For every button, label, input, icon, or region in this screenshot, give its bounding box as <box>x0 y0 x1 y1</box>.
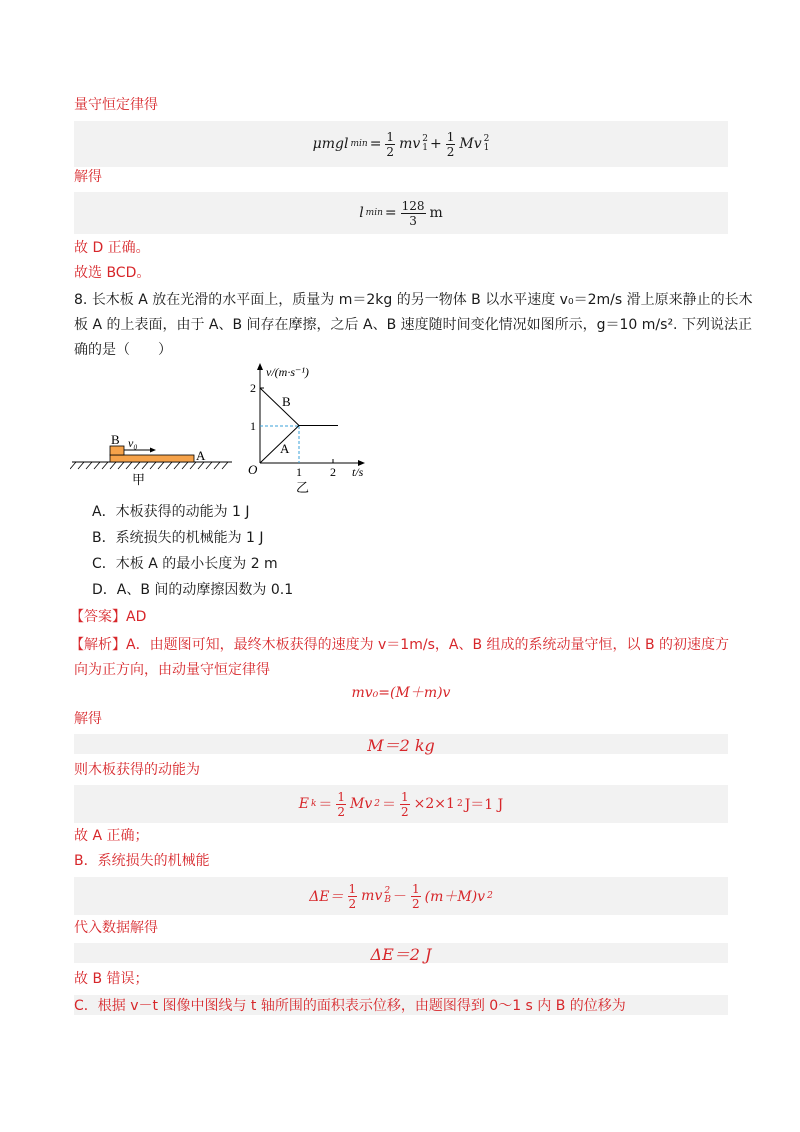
caption-jia: 甲 <box>132 472 146 487</box>
equation-band-energy-value <box>74 943 728 963</box>
answer-line <box>70 607 146 627</box>
caption-yi: 乙 <box>296 480 310 494</box>
board-a <box>110 455 194 462</box>
equation-ke: E k ＝ $\frac{1}{2}$ Mv 2 ＝ $\frac{1}{2}$ ×2×1 2 J＝1 J <box>298 789 504 819</box>
option-c: C．木板 A 的最小长度为 2 m <box>92 556 278 572</box>
block-b-label: B <box>111 432 120 447</box>
board-a-label: A <box>196 448 206 463</box>
jiede-label: 解得 <box>74 169 102 185</box>
choice-line: 故选 BCD。 <box>74 265 151 281</box>
x-tick-2: 2 <box>330 465 336 479</box>
c-line-band <box>74 995 728 1015</box>
b-intro-line: B．系统损失的机械能 <box>74 853 210 869</box>
equation-length: l min = $\frac{128}{3}$ m <box>359 198 443 228</box>
vt-graph <box>248 363 365 494</box>
a-correct-line: 故 A 正确； <box>74 828 149 844</box>
series-a-label: A <box>280 441 290 456</box>
equation-energy-value: ΔE＝2 J <box>370 944 432 964</box>
x-tick-1: 1 <box>296 465 302 479</box>
equation-mass: M＝2 kg <box>367 735 435 755</box>
option-d: D．A、B 间的动摩擦因数为 0.1 <box>92 582 294 598</box>
analysis-line-1: 【解析】A．由题图可知，最终木板获得的速度为 v＝1m/s，A、B 组成的系统动量守恒，以 B 的初速度方 <box>70 637 730 653</box>
equation-band-energy-loss <box>74 877 728 915</box>
series-b-label: B <box>282 394 291 409</box>
y-tick-1: 1 <box>250 419 256 433</box>
c-line: C．根据 v－t 图像中图线与 t 轴所围的面积表示位移，由题图得到 0～1 s 内 B 的位移为 <box>74 998 626 1014</box>
analysis-line-2: 向为正方向，由动量守恒定律得 <box>74 662 270 678</box>
equation-energy: μmgl min = $\frac{1}{2}$ mv 2 1 + $\frac{1}{2}$ Mv 2 1 <box>312 129 490 159</box>
x-axis-label: t/s <box>352 465 364 479</box>
b-wrong-line: 故 B 错误； <box>74 971 149 987</box>
option-a: A．木板获得的动能为 1 J <box>92 504 250 520</box>
figure-jia <box>70 432 232 487</box>
equation-momentum: mv₀=(M＋m)v <box>351 685 451 701</box>
equation-band-length <box>74 192 728 234</box>
question-line-2: 板 A 的上表面，由于 A、B 间存在摩擦，之后 A、B 速度随时间变化情况如图所示，g＝10 m/s². 下列说法正 <box>74 317 752 333</box>
series-b-line <box>260 388 338 426</box>
d-correct-line: 故 D 正确。 <box>74 240 150 256</box>
physics-figure <box>70 362 390 494</box>
v0-label: v₀ <box>128 436 138 450</box>
substitute-line: 代入数据解得 <box>74 920 158 936</box>
equation-band-mass <box>74 734 728 754</box>
question-line-3: 确的是（ ） <box>74 342 172 358</box>
ke-intro: 则木板获得的动能为 <box>74 762 200 778</box>
option-b: B．系统损失的机械能为 1 J <box>92 530 264 546</box>
equation-energy-loss: ΔE＝ $\frac{1}{2}$ mv 2 B － $\frac{1}{2}$ (m＋M)v 2 <box>309 881 493 911</box>
y-tick-2: 2 <box>250 381 256 395</box>
intro-line: 量守恒定律得 <box>74 97 158 113</box>
answer-tag: 【答案】 <box>70 609 126 625</box>
equation-band-ke <box>74 785 728 823</box>
question-line-1: 8. 长木板 A 放在光滑的水平面上，质量为 m＝2kg 的另一物体 B 以水平速度 v₀＝2m/s 滑上原来静止的长木 <box>74 292 753 308</box>
y-axis-label: v/(m·s⁻¹) <box>266 365 309 379</box>
answer-value: AD <box>126 609 147 625</box>
jiede-label-2: 解得 <box>74 711 102 727</box>
origin-label: O <box>248 462 258 477</box>
block-b <box>110 446 124 455</box>
equation-band-energy <box>74 121 728 167</box>
